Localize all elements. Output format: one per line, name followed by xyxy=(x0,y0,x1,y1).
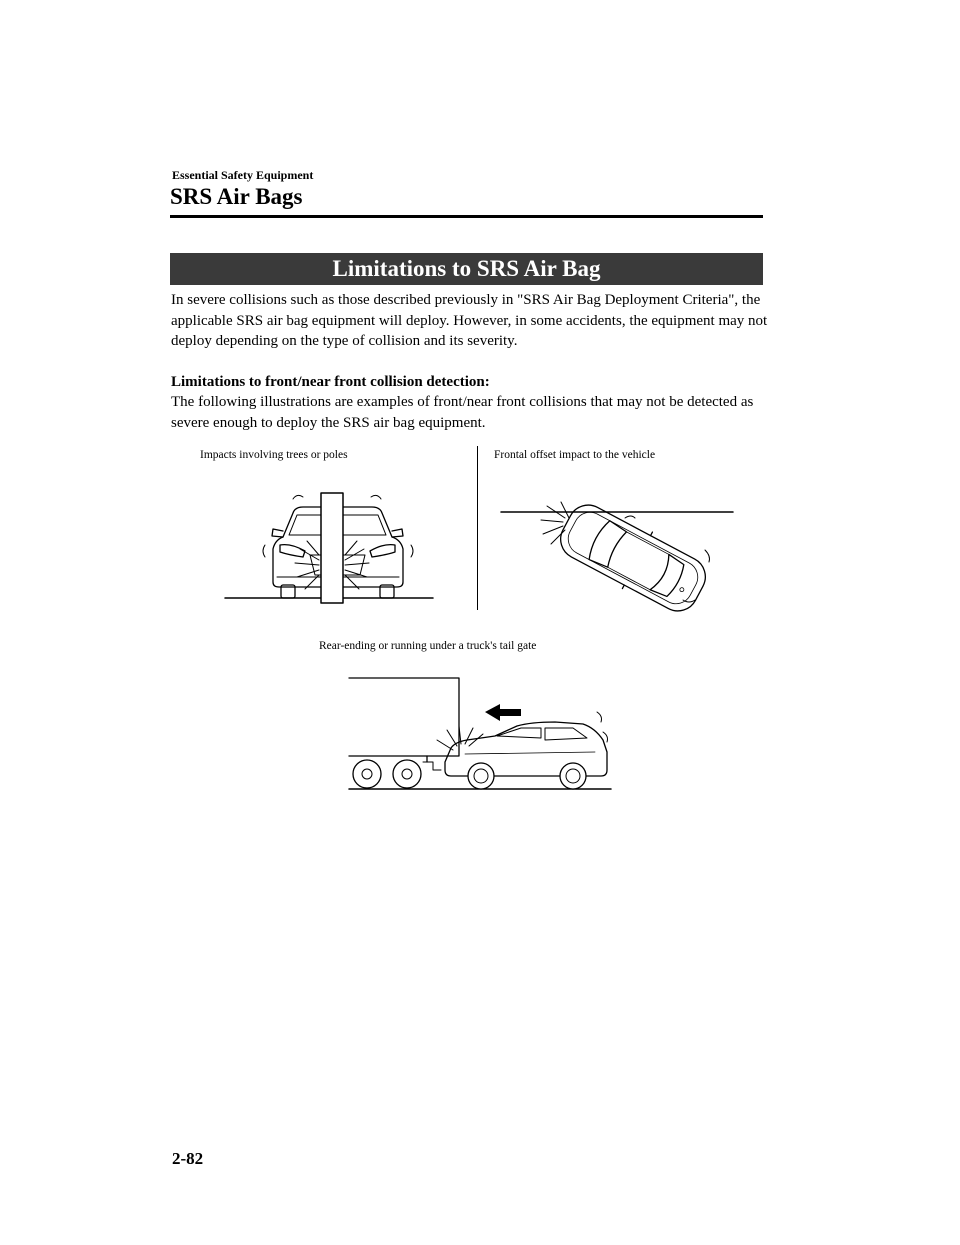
section-rule xyxy=(170,215,763,218)
pole-impact-illustration xyxy=(225,485,435,605)
section-title: SRS Air Bags xyxy=(170,184,303,209)
page-number: 2-82 xyxy=(172,1149,204,1168)
intro-paragraph: In severe collisions such as those described previously in "SRS Air Bag Deployment Criteria", the applicable SRS air bag equipment will deploy. However, in some accidents, the equipment may not deploy depending on the type of collision and its severity. xyxy=(171,292,768,349)
offset-impact-caption: Frontal offset impact to the vehicle xyxy=(494,449,656,461)
truck-impact-caption: Rear-ending or running under a truck's tail gate xyxy=(319,640,537,652)
subheading: Limitations to front/near front collision detection: xyxy=(171,374,490,390)
breadcrumb: Essential Safety Equipment xyxy=(172,168,314,182)
subtext-paragraph: The following illustrations are examples of front/near front collisions that may not be detected as severe enough to deploy the SRS air bag equipment. xyxy=(171,394,754,431)
offset-impact-illustration xyxy=(495,500,740,620)
truck-impact-illustration xyxy=(345,672,615,792)
pole-impact-caption: Impacts involving trees or poles xyxy=(200,449,348,461)
illustration-divider xyxy=(477,446,478,610)
title-banner: Limitations to SRS Air Bag xyxy=(170,253,763,285)
